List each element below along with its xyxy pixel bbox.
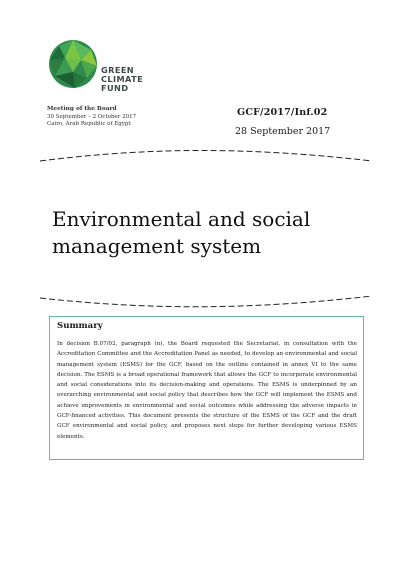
page-title-line-1: Environmental and social bbox=[52, 207, 311, 231]
meeting-location: Cairo, Arab Republic of Egypt bbox=[47, 121, 131, 127]
document-number: GCF/2017/Inf.02 bbox=[237, 107, 328, 118]
logo-wordmark bbox=[101, 66, 143, 94]
gcf-globe-logo-icon bbox=[47, 38, 99, 90]
logo-line-fund: FUND bbox=[101, 83, 129, 94]
logo-line-green: GREEN bbox=[101, 65, 135, 75]
document-date: 28 September 2017 bbox=[235, 126, 331, 137]
page-title-line-2: management system bbox=[52, 234, 262, 258]
logo-line-climate: CLIMATE bbox=[101, 74, 144, 85]
top-wave-divider bbox=[0, 147, 414, 169]
meeting-info bbox=[47, 106, 136, 129]
meeting-dates: 30 September – 2 October 2017 bbox=[47, 113, 137, 120]
summary-heading: Summary bbox=[57, 321, 103, 331]
bottom-wave-divider bbox=[0, 290, 414, 312]
meeting-title: Meeting of the Board bbox=[47, 106, 117, 112]
summary-text: In decision B.07/02, paragraph (n), the Board requested the Secretariat, in consultation with the Accreditation Committee and the Accreditation Panel as needed, to develop an environmental and social management system (ESMS) for the GCF, based on the outline contained in annex VI to the same decision. The ESMS is a broad operational framework that allows the GCF to incorporate environmental and social considerations into its decision-making and operations. The ESMS is underpinned by an overarching environmental and social policy that describes how the GCF will implement the ESMS and achieve improvements in environmental and social outcomes while addressing the adverse impacts in GCF-financed activities. This document presents the structure of the ESMS of the GCF and the draft GCF environmental and social policy, and proposes next steps for further developing various ESMS elements. bbox=[57, 341, 357, 440]
page-title bbox=[52, 206, 382, 260]
